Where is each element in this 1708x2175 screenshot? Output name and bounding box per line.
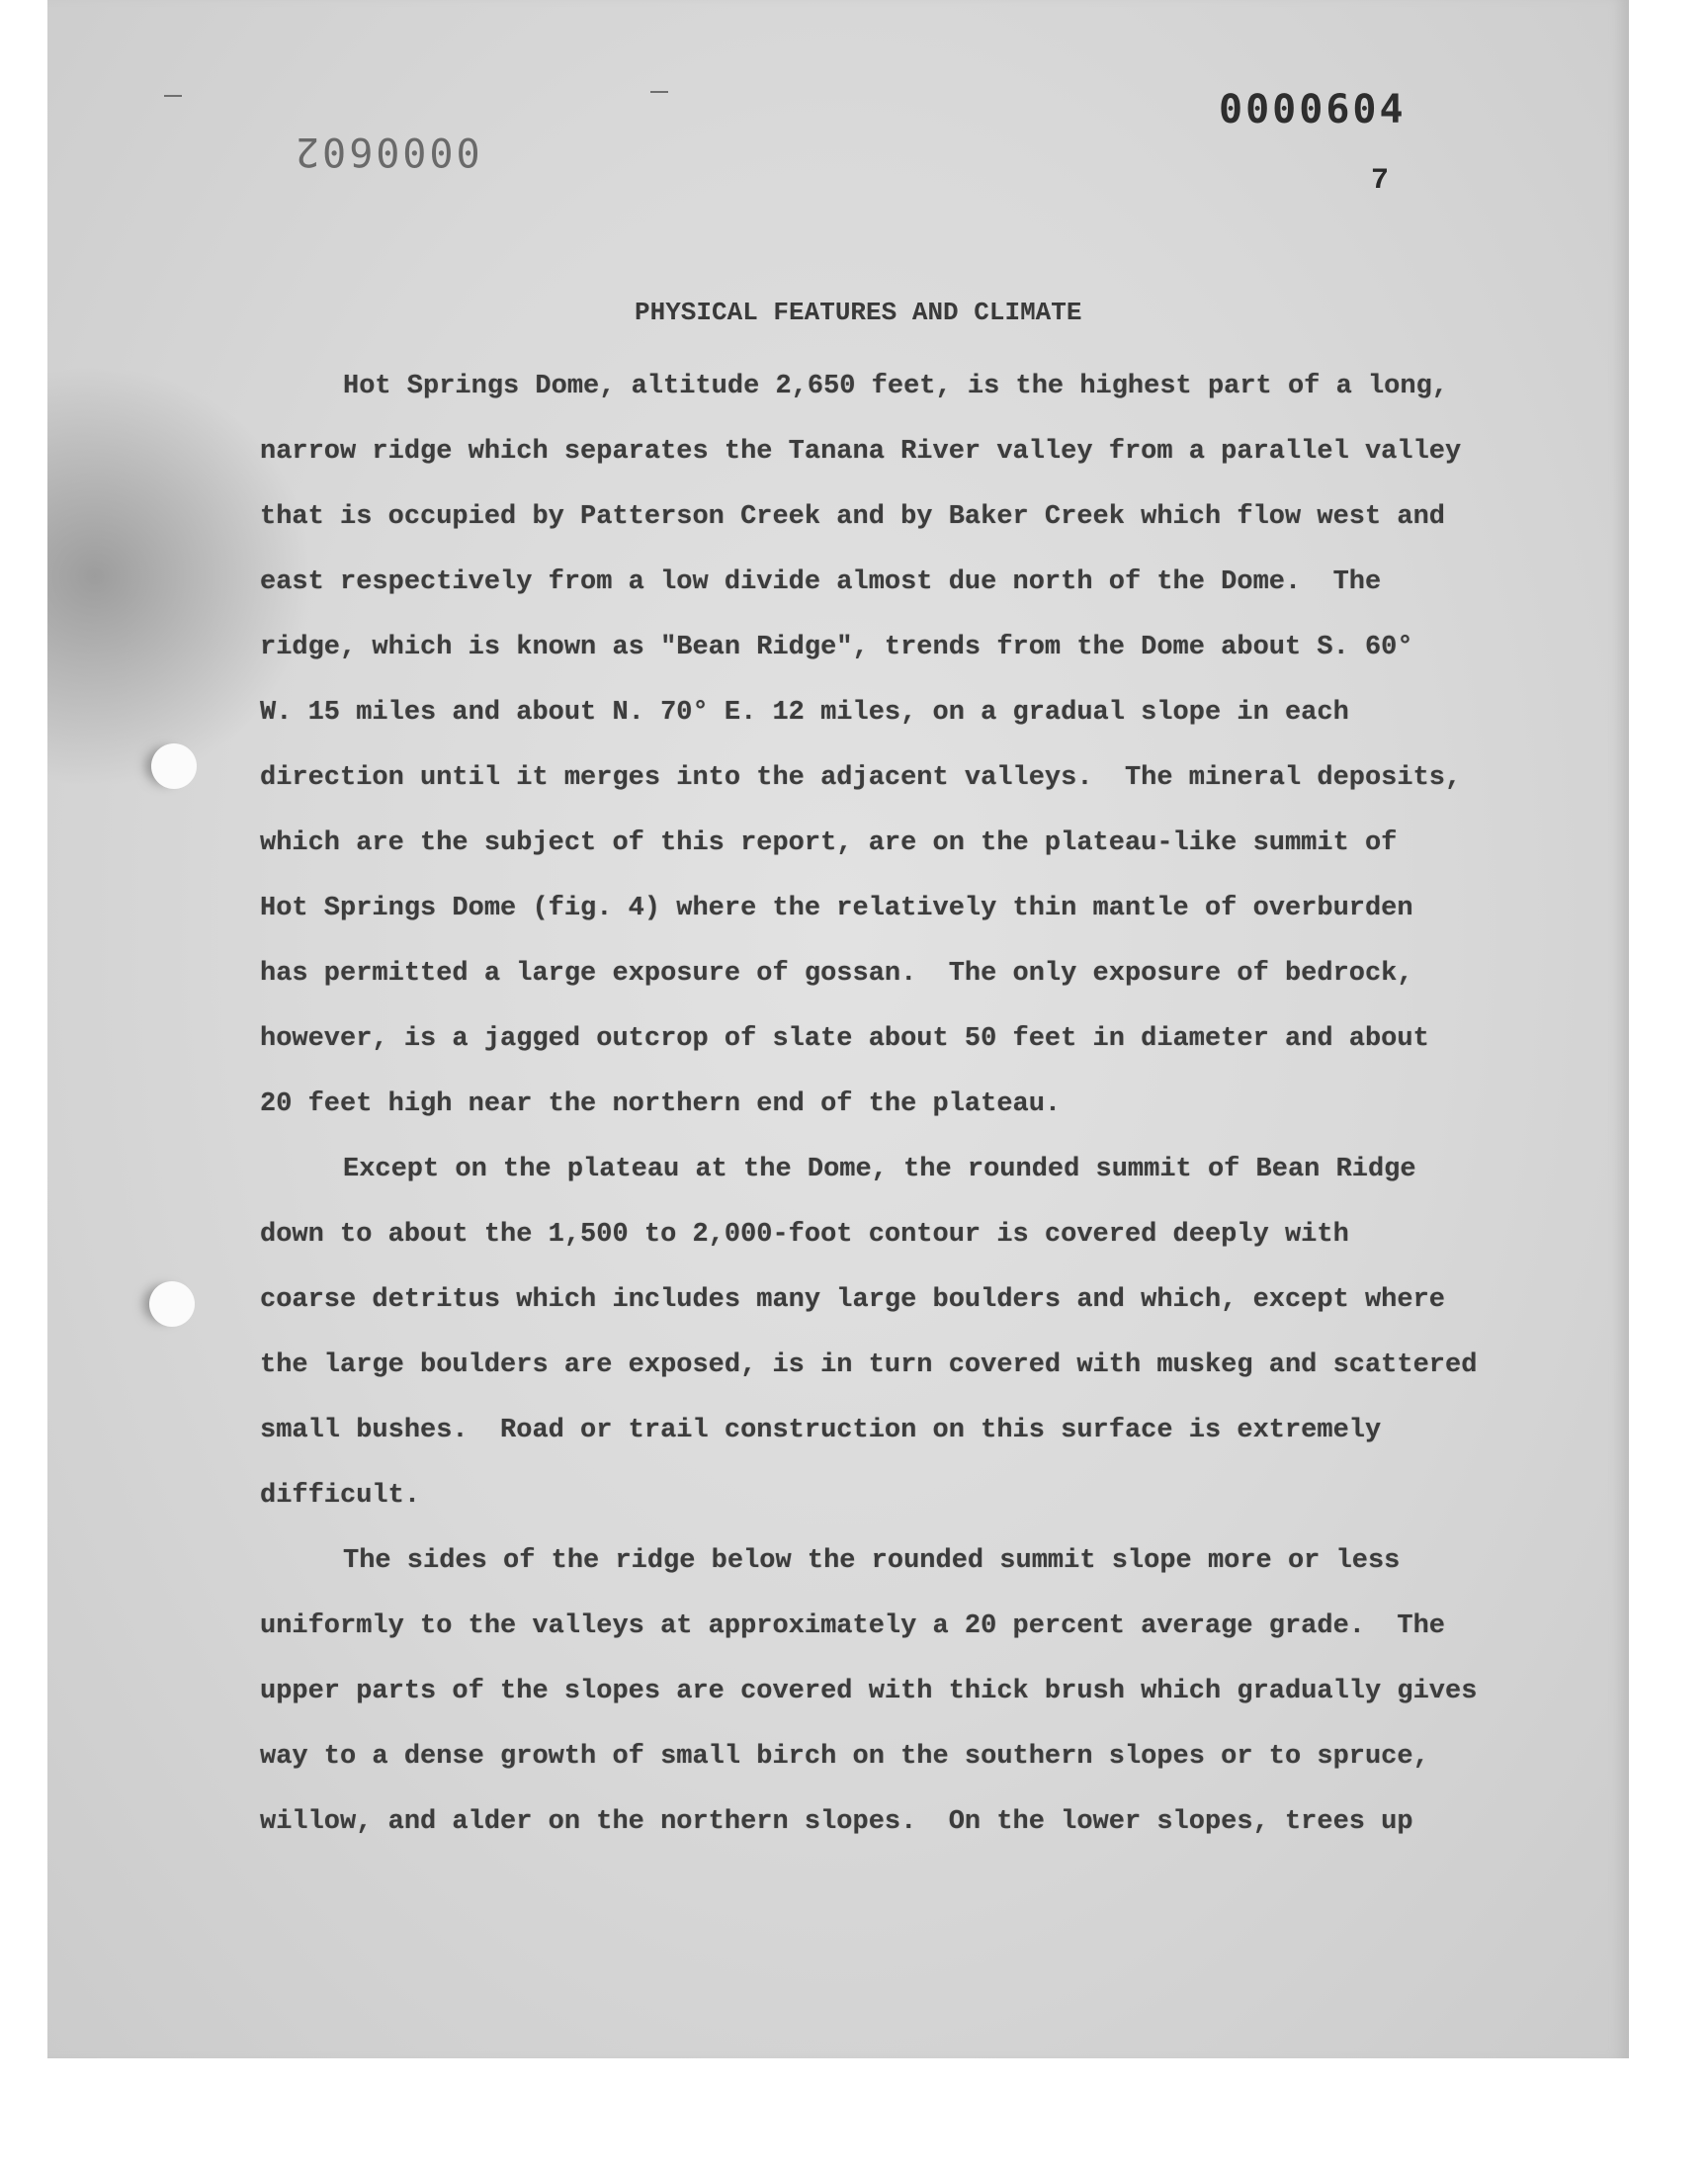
text-line: narrow ridge which separates the Tanana River valley from a parallel valley (260, 437, 1462, 467)
paragraph (260, 1137, 1525, 1528)
text-line: W. 15 miles and about N. 70° E. 12 miles, on a gradual slope in each (260, 698, 1349, 728)
text-line: 20 feet high near the northern end of the plateau. (260, 1089, 1062, 1119)
text-line: difficult. (260, 1481, 421, 1511)
text-line: down to about the 1,500 to 2,000-foot contour is covered deeply with (260, 1220, 1349, 1250)
text-line: way to a dense growth of small birch on the southern slopes or to spruce, (260, 1742, 1429, 1772)
page-number: 7 (1371, 164, 1390, 198)
text-line: however, is a jagged outcrop of slate about 50 feet in diameter and about (260, 1024, 1429, 1054)
text-line: small bushes. Road or trail construction on this surface is extremely (260, 1416, 1382, 1445)
section-heading: PHYSICAL FEATURES AND CLIMATE (635, 298, 1082, 327)
text-line: upper parts of the slopes are covered with thick brush which gradually gives (260, 1677, 1478, 1706)
text-line: Hot Springs Dome (fig. 4) where the relatively thin mantle of overburden (260, 894, 1413, 923)
margin-mark (164, 95, 182, 97)
text-line: coarse detritus which includes many large boulders and which, except where (260, 1285, 1445, 1315)
inverted-document-number-stamp: 0000602 (293, 129, 480, 174)
document-number-stamp: 0000604 (1219, 87, 1407, 132)
paragraph (260, 1528, 1525, 1855)
text-line: which are the subject of this report, are on the plateau-like summit of (260, 828, 1398, 858)
margin-mark (650, 91, 668, 93)
body-text (260, 354, 1525, 1855)
text-line: The sides of the ridge below the rounded summit slope more or less (343, 1546, 1401, 1576)
text-line: direction until it merges into the adjacent valleys. The mineral deposits, (260, 763, 1462, 793)
text-line: willow, and alder on the northern slopes. On the lower slopes, trees up (260, 1807, 1413, 1837)
text-line: that is occupied by Patterson Creek and by Baker Creek which flow west and (260, 502, 1445, 532)
punch-hole (151, 743, 197, 789)
text-line: ridge, which is known as "Bean Ridge", trends from the Dome about S. 60° (260, 633, 1413, 662)
text-line: uniformly to the valleys at approximately a 20 percent average grade. The (260, 1611, 1445, 1641)
text-line: east respectively from a low divide almost due north of the Dome. The (260, 567, 1382, 597)
punch-hole (149, 1281, 195, 1327)
text-line: the large boulders are exposed, is in turn covered with muskeg and scattered (260, 1350, 1478, 1380)
text-line: Hot Springs Dome, altitude 2,650 feet, is the highest part of a long, (343, 372, 1448, 401)
text-line: Except on the plateau at the Dome, the rounded summit of Bean Ridge (343, 1155, 1416, 1184)
paragraph (260, 354, 1525, 1137)
text-line: has permitted a large exposure of gossan. The only exposure of bedrock, (260, 959, 1413, 989)
